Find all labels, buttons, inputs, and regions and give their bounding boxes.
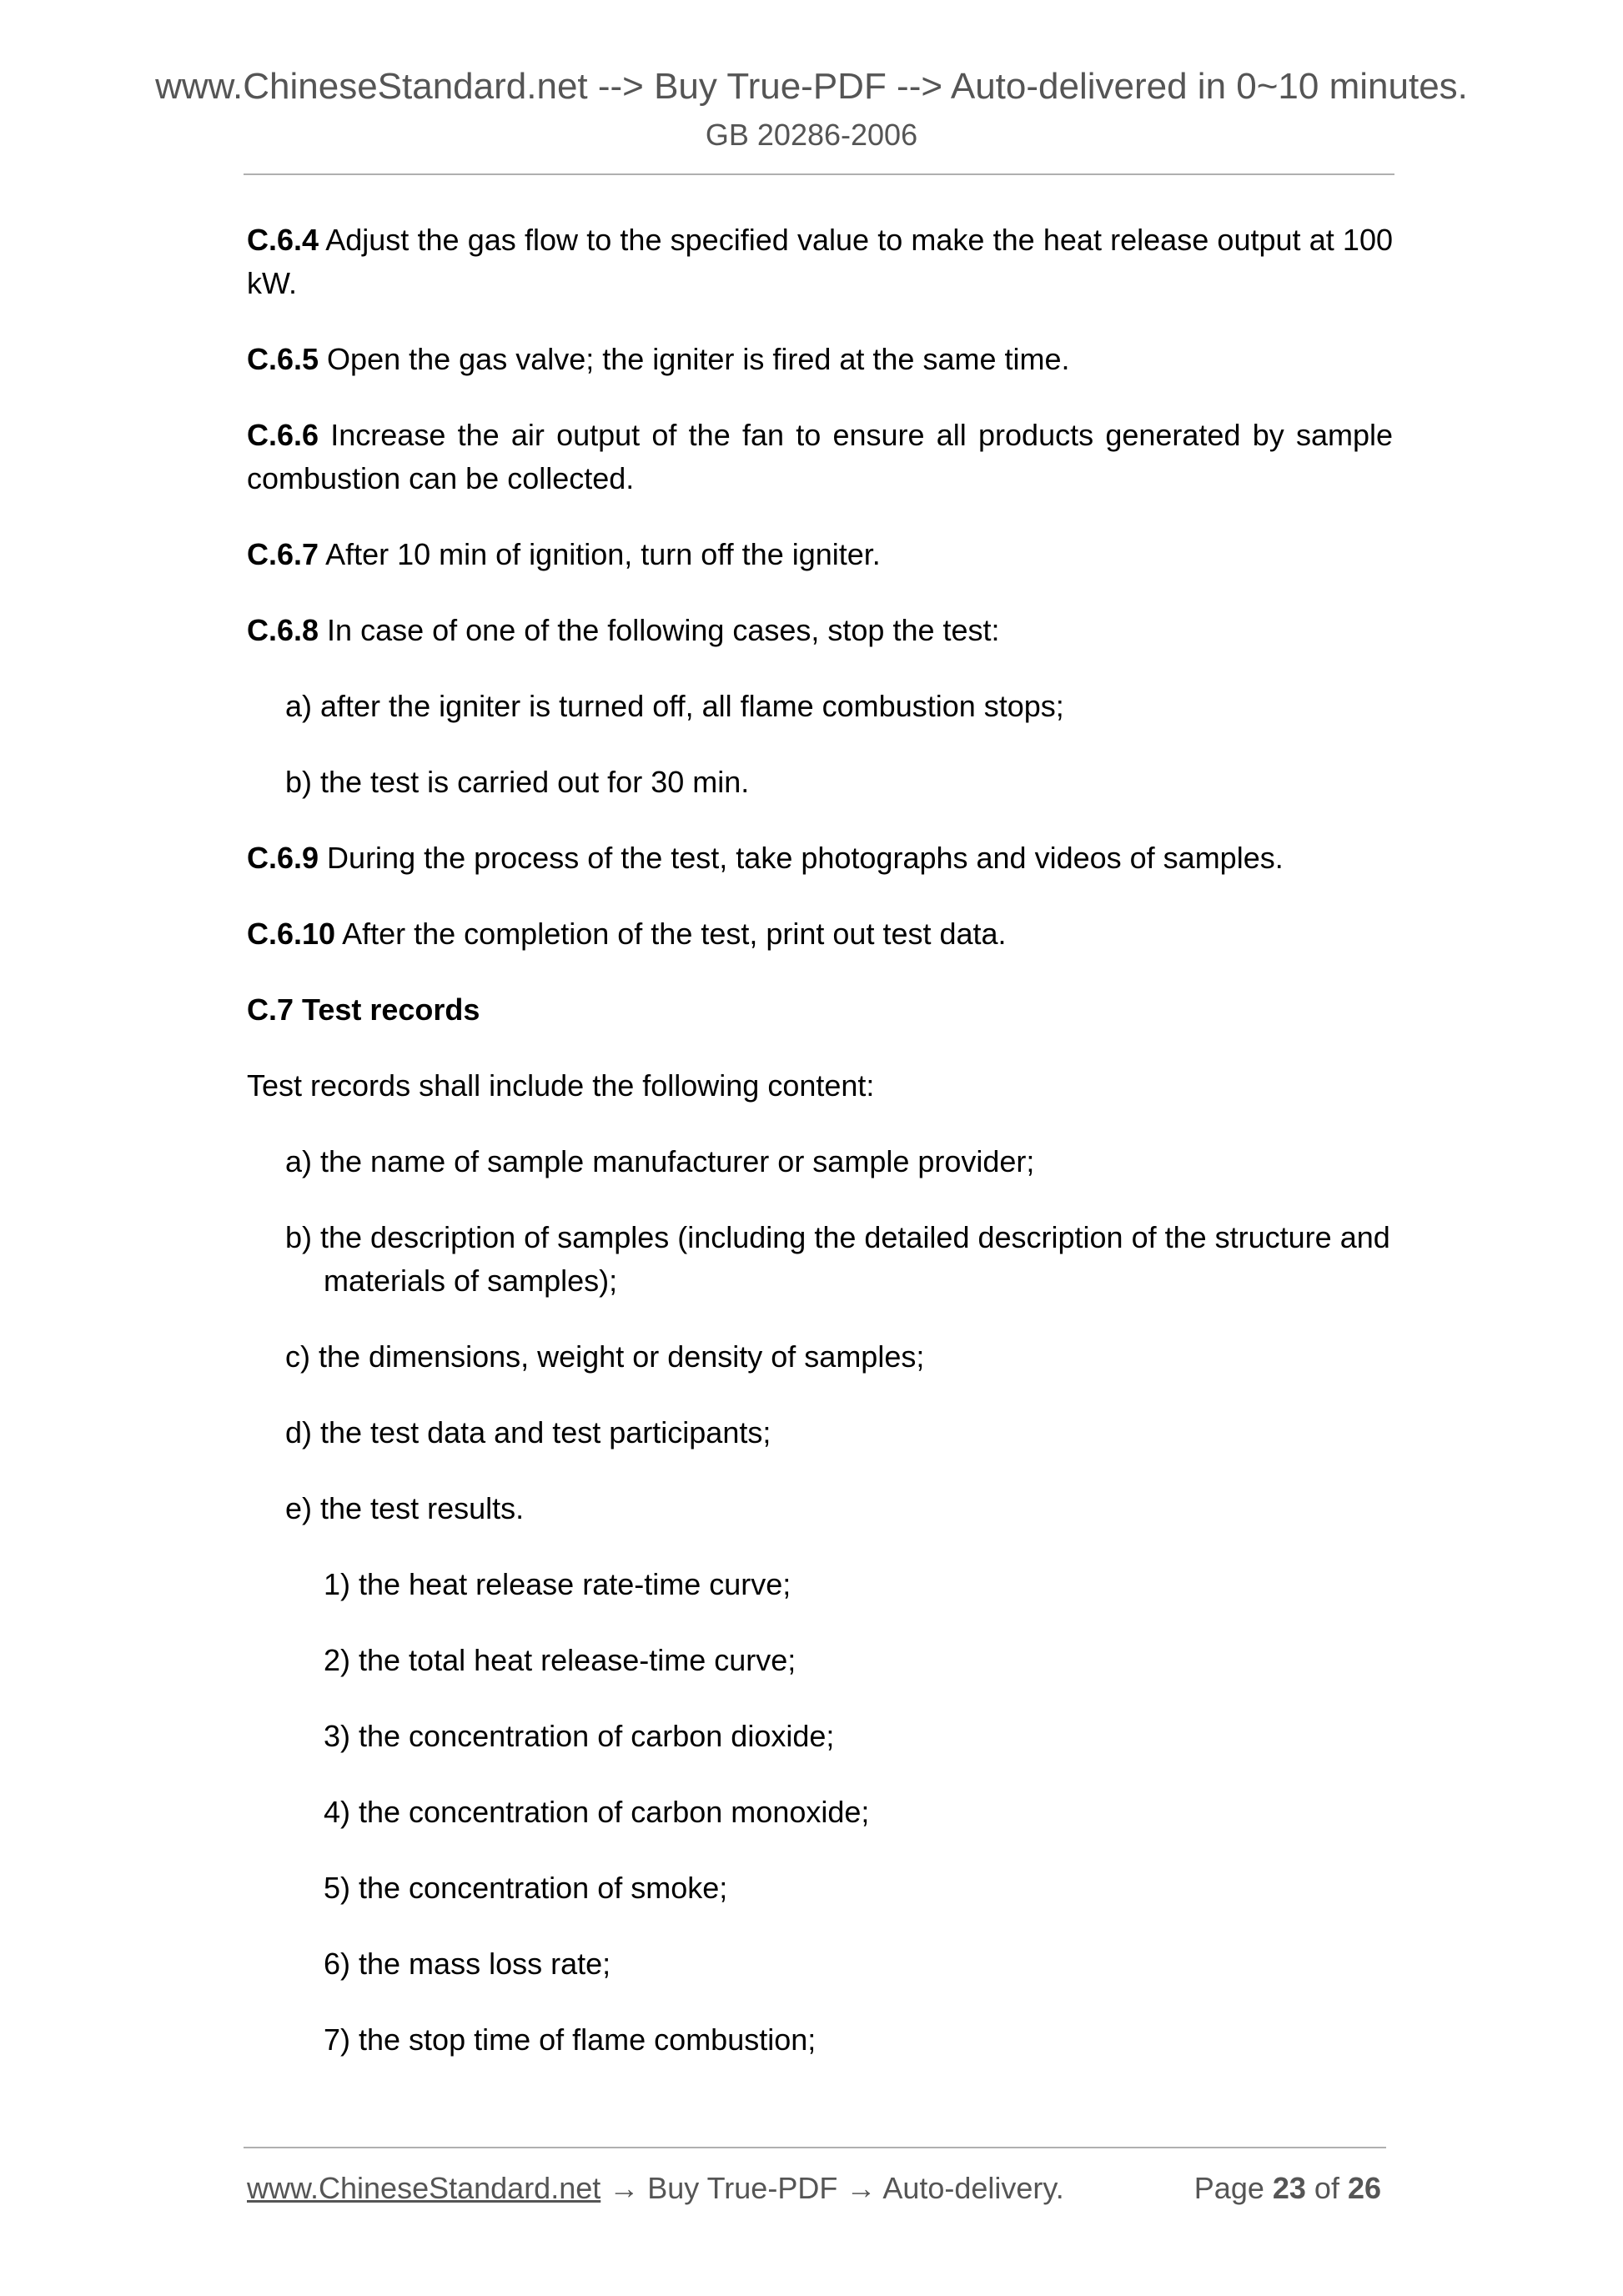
clause-c65 <box>247 338 1393 381</box>
page-content <box>247 219 1393 2094</box>
clause-number: C.6.8 <box>247 613 319 647</box>
clause-number: C.6.7 <box>247 537 319 571</box>
list-item: b) the description of samples (including the detailed description of the structure and materials of samples); <box>285 1220 1390 1298</box>
of-label: of <box>1305 2171 1348 2205</box>
result-item: 3) the concentration of carbon dioxide; <box>324 1719 835 1753</box>
clause-text: In case of one of the following cases, stop the test: <box>319 613 1000 647</box>
footer-divider <box>244 2147 1386 2148</box>
list-item: a) the name of sample manufacturer or sample provider; <box>285 1144 1035 1178</box>
footer-site-link[interactable]: www.ChineseStandard.net <box>247 2171 601 2205</box>
result-item: 4) the concentration of carbon monoxide; <box>324 1795 870 1829</box>
clause-number: C.6.10 <box>247 917 336 951</box>
section-intro: Test records shall include the following content: <box>247 1068 875 1103</box>
clause-c610 <box>247 912 1393 956</box>
footer-tagline: → Buy True-PDF → Auto-delivery. <box>600 2171 1064 2205</box>
clause-number: C.6.5 <box>247 342 319 376</box>
page-footer <box>247 2167 1381 2210</box>
clause-c66 <box>247 414 1393 500</box>
clause-text: After the completion of the test, print out test data. <box>335 917 1007 951</box>
list-item: c) the dimensions, weight or density of samples; <box>285 1339 925 1374</box>
page-number: 23 <box>1272 2171 1306 2205</box>
clause-text: Adjust the gas flow to the specified value to make the heat release output at 100 kW. <box>247 223 1393 300</box>
result-item: 7) the stop time of flame combustion; <box>324 2022 817 2057</box>
list-item: d) the test data and test participants; <box>285 1415 771 1449</box>
result-item: 5) the concentration of smoke; <box>324 1871 728 1905</box>
result-item: 2) the total heat release-time curve; <box>324 1643 796 1677</box>
clause-text: During the process of the test, take photographs and videos of samples. <box>319 841 1284 875</box>
clause-c67 <box>247 533 1393 576</box>
section-heading: C.7 Test records <box>247 992 480 1027</box>
clause-number: C.6.9 <box>247 841 319 875</box>
page-total: 26 <box>1347 2171 1381 2205</box>
list-item: a) after the igniter is turned off, all flame combustion stops; <box>285 689 1064 723</box>
clause-text: Open the gas valve; the igniter is fired at the same time. <box>319 342 1070 376</box>
list-item: e) the test results. <box>285 1491 525 1525</box>
clause-text: After 10 min of ignition, turn off the igniter. <box>319 537 881 571</box>
header-banner: www.ChineseStandard.net --> Buy True-PDF --> Auto-delivered in 0~10 minutes. <box>155 66 1468 107</box>
page-indicator <box>1194 2167 1381 2210</box>
result-item: 1) the heat release rate-time curve; <box>324 1567 791 1601</box>
clause-number: C.6.6 <box>247 418 319 452</box>
page-label: Page <box>1193 2171 1273 2205</box>
list-item: b) the test is carried out for 30 min. <box>285 765 750 799</box>
document-id: GB 20286-2006 <box>705 118 918 152</box>
clause-c68 <box>247 609 1393 652</box>
clause-number: C.6.4 <box>247 223 319 257</box>
header-divider <box>244 173 1394 175</box>
footer-promo <box>247 2171 1064 2205</box>
result-item: 6) the mass loss rate; <box>324 1947 611 1981</box>
clause-text: Increase the air output of the fan to ensure all products generated by sample combustion can be collected. <box>247 418 1393 495</box>
clause-c69 <box>247 837 1393 880</box>
clause-c64 <box>247 219 1393 305</box>
